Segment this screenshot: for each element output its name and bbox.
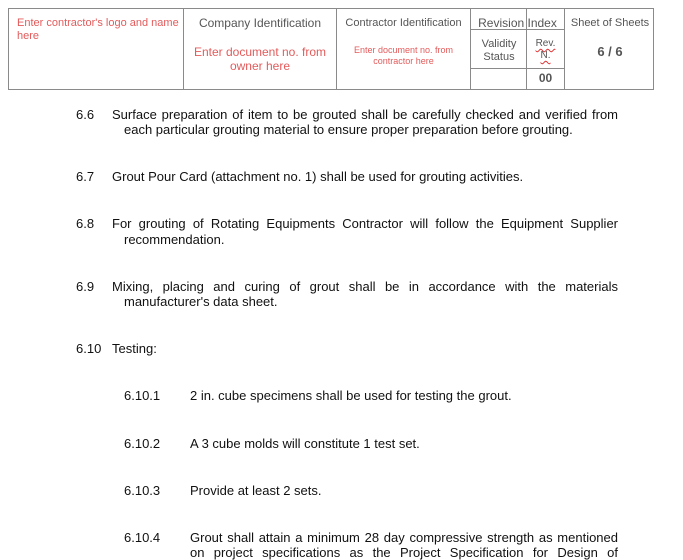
item-text-line: For grouting of Rotating Equipments Contractor will follow the Equipment Supplier (112, 216, 618, 231)
item-text-line: manufacturer's data sheet. (124, 294, 278, 309)
item-text-line: Grout Pour Card (attachment no. 1) shall be used for grouting activities. (112, 169, 524, 184)
item-number: 6.10 (76, 341, 102, 356)
item-text-line: Surface preparation of item to be grouted shall be carefully checked and verified from (112, 107, 618, 122)
subitem-text-line: 2 in. cube specimens shall be used for testing the grout. (190, 388, 512, 403)
item-text-line: recommendation. (124, 232, 225, 247)
sheet-number-value: 6 / 6 (597, 44, 623, 59)
item-number: 6.6 (76, 107, 95, 122)
revision-number-value: 00 (538, 71, 553, 85)
contractor-logo-placeholder: Enter contractor's logo and name here (17, 17, 179, 42)
contractor-identification-label: Contractor Identification (345, 17, 462, 29)
sheet-of-sheets-label: Sheet of Sheets (570, 17, 650, 29)
subitem-text-line: Provide at least 2 sets. (190, 483, 322, 498)
item-number: 6.7 (76, 169, 95, 184)
subitem-text-line: A 3 cube molds will constitute 1 test set. (190, 436, 420, 451)
item-number: 6.9 (76, 279, 95, 294)
subitem-number: 6.10.3 (124, 483, 161, 498)
subitem-text-line: on project specifications as the Project Specification for Design of (190, 545, 618, 560)
revision-number-label: Rev. N. (535, 38, 556, 61)
subitem-text-line: Grout shall attain a minimum 28 day compressive strength as mentioned (190, 530, 618, 545)
document-header-table (8, 8, 654, 90)
item-text-line: Testing: (112, 341, 157, 356)
company-identification-label: Company Identification (198, 16, 322, 30)
company-document-number-placeholder: Enter document no. from owner here (193, 45, 327, 73)
subitem-number: 6.10.1 (124, 388, 161, 403)
revision-index-label: Revision Index (478, 16, 557, 30)
item-text-line: Mixing, placing and curing of grout shall be in accordance with the materials (112, 279, 618, 294)
item-number: 6.8 (76, 216, 95, 231)
contractor-document-number-placeholder: Enter document no. from contractor here (353, 45, 454, 66)
subitem-number: 6.10.4 (124, 530, 161, 545)
subitem-number: 6.10.2 (124, 436, 161, 451)
item-text-line: each particular grouting material to ensure proper preparation before grouting. (124, 122, 573, 137)
validity-status-label: Validity Status (481, 38, 517, 63)
